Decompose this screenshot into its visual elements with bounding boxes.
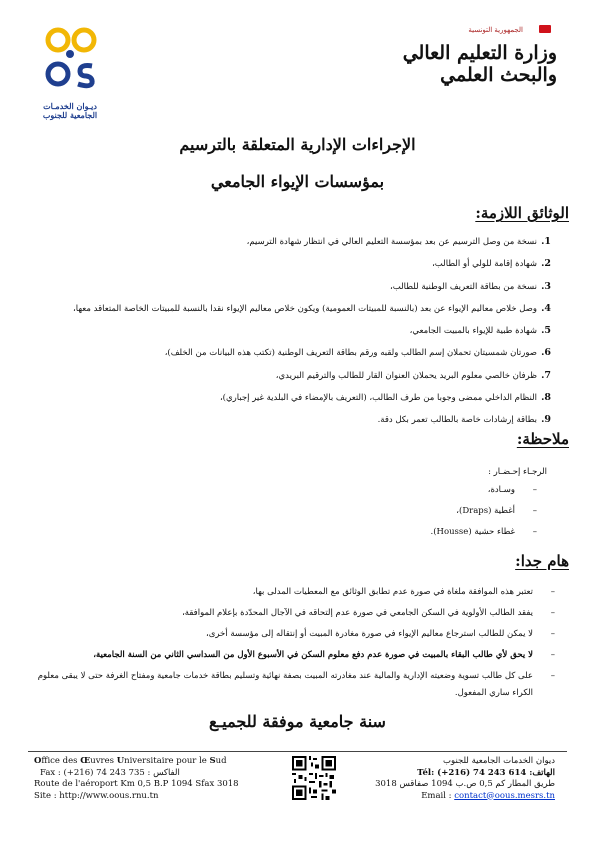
important-item-text: لا يمكن للطالب استرجاع معاليم الإيواء في صورة مغادرة المبيت أو إنتقاله إلى مؤسسة أخرى، [205, 629, 533, 639]
page-title: الإجراءات الإدارية المتعلقة بالترسيم [179, 135, 416, 154]
dash-bullet-icon: – [550, 671, 555, 681]
document-item [46, 414, 551, 436]
document-item-number: 5. [541, 325, 551, 337]
document-item-number: 1. [541, 236, 551, 247]
footer-org-part: ffice des [41, 756, 81, 766]
footer-org-part: ud [215, 756, 227, 766]
footer-address-ar: طريق المطار كم 0,5 ص.ب 1094 صفاقس 3018 [375, 779, 555, 789]
document-item-text: نسخة من بطاقة التعريف الوطنية للطالب، [390, 281, 537, 292]
note-item [237, 505, 537, 526]
document-item-text: بطاقة إرشادات خاصة بالطالب تعمر بكل دقة. [377, 415, 537, 426]
dash-bullet-icon: – [550, 629, 555, 639]
important-heading: هام جدا: [515, 552, 569, 570]
important-item-text: يفقد الطالب الأولوية في السكن الجامعي في صورة عدم إلتحاقه في الآجال المحدّدة بإعلام الموافقة، [182, 608, 533, 618]
document-item-number: 6. [541, 347, 551, 359]
footer-org-part: uvres [90, 756, 117, 766]
document-item-text: ظرفان خالصي معلوم البريد يحملان العنوان القار للطالب والترقيم البريدي، [275, 370, 537, 381]
document-item-number: 7. [541, 369, 551, 381]
closing-slogan: سنة جامعية موفقة للجميـع [209, 712, 386, 731]
dash-bullet-icon: – [550, 650, 555, 660]
documents-heading: الوثائق اللازمة: [475, 204, 569, 222]
important-item [35, 626, 555, 643]
document-item [46, 281, 551, 303]
logo-caption-2: الجامعية للجنوب [42, 110, 98, 120]
footer-site[interactable]: Site : http://www.oous.rnu.tn [34, 790, 159, 801]
note-item-text: أغطية (Draps)، [456, 506, 515, 516]
footer-left [34, 756, 239, 802]
important-item-text: تعتبر هذه الموافقة ملغاة في صورة عدم تطابق الوثائق مع المعطيات المدلى بها، [252, 587, 533, 597]
dash-bullet-icon: – [550, 608, 555, 618]
document-item [46, 392, 551, 414]
ministry-line2: والبحث العلمي [440, 64, 557, 86]
ministry-line1: وزارة التعليم العالي [402, 42, 557, 64]
document-item-text: نسخة من وصل الترسيم عن بعد بمؤسسة التعليم العالي في انتظار شهادة الترسيم، [246, 237, 537, 247]
note-list [237, 484, 537, 547]
dash-bullet-icon: – [532, 527, 537, 537]
footer-org-fr [34, 756, 239, 768]
logo-caption-1: ديـوان الخدمـات [43, 101, 97, 111]
document-item-text: النظام الداخلي ممضى وجوبا من طرف الطالب، (التعريف بالإمضاء في البلدية غير إجباري)، [219, 393, 537, 404]
tunisia-flag-icon [539, 25, 551, 33]
footer-tel: Tél: (+216) 74 243 614 :الهاتف [417, 767, 555, 778]
dash-bullet-icon: – [532, 506, 537, 516]
document-item-text: شهادة إقامة للولي أو الطالب، [432, 259, 537, 270]
documents-list [46, 236, 551, 437]
note-item-text: غطاء حشية (Housse). [430, 527, 515, 537]
footer-org-part: S [209, 756, 216, 766]
note-item [237, 526, 537, 547]
footer-fax: Fax : (+216) 74 243 735 : الفاكس [40, 767, 180, 778]
footer-org-part: Œ [80, 756, 91, 766]
document-item-number: 3. [541, 280, 551, 292]
document-item-text: صورتان شمسيتان تحملان إسم الطالب ولقبه ورقم بطاقة التعريف الوطنية (تكتب هذه البيانات من الخلف)، [164, 348, 537, 359]
ministry-name [403, 42, 557, 86]
oous-logo-mark [30, 18, 110, 98]
document-item-text: وصل خلاص معاليم الإيواء عن بعد (بالنسبة للمبيتات العمومية) ويكون خلاص معاليم الإيواء نقدا بالنسبة للمبيتات الخاصة المتعاقد معها، [73, 303, 537, 314]
footer-divider [28, 751, 567, 752]
document-item-number: 2. [541, 258, 551, 270]
footer-email-label: Email : [421, 790, 455, 801]
important-item [35, 584, 555, 601]
important-item-text: على كل طالب تسوية وضعيته الإدارية والمالية عند مغادرته المبيت بصفة نهائية وتسليم بطاقة خدمات جامعية ومفتاح الغرفة حتى لا يبقى معلوم الكراء ساري المفعول. [37, 671, 533, 698]
republic-label: الجمهورية التونسية [468, 26, 523, 34]
document-item-number: 8. [541, 392, 551, 404]
qr-code-icon [292, 756, 336, 800]
document-item [46, 347, 551, 369]
important-item-text: لا يحق لأي طالب البقاء بالمبيت في صورة عدم دفع معلوم السكن في الأسبوع الأول من السداسي الثاني من السنة الجامعية، [93, 650, 533, 660]
note-item-text: وسـادة، [487, 485, 515, 495]
document-item [46, 303, 551, 325]
document-item [46, 325, 551, 347]
document-item-number: 4. [541, 302, 551, 314]
document-item [46, 258, 551, 280]
note-intro: الرجـاء إحـضـار : [488, 467, 547, 477]
footer-org-ar: ديوان الخدمات الجامعية للجنوب [443, 756, 555, 766]
footer-org-part: niversitaire pour le [124, 756, 210, 766]
note-heading: ملاحظة: [516, 430, 569, 448]
document-item [46, 236, 551, 258]
important-item [35, 605, 555, 622]
important-list [35, 584, 555, 706]
note-item [237, 484, 537, 505]
footer-email-link[interactable]: contact@oous.mesrs.tn [454, 790, 555, 801]
footer-org-part: O [34, 756, 42, 766]
footer-address-fr: Route de l'aéroport Km 0,5 B.P 1094 Sfax 3018 [34, 779, 239, 789]
footer-org-part: U [116, 756, 125, 766]
footer-email-row [375, 791, 555, 803]
important-item [35, 647, 555, 664]
document-item-number: 9. [541, 414, 551, 426]
important-item [35, 668, 555, 702]
page-subtitle: بمؤسسات الإيواء الجامعي [210, 172, 385, 191]
document-item [46, 370, 551, 392]
dash-bullet-icon: – [532, 485, 537, 495]
oous-logo [30, 18, 110, 118]
footer-right [375, 756, 555, 802]
dash-bullet-icon: – [550, 587, 555, 597]
document-item-text: شهادة طبية للإيواء بالمبيت الجامعي، [409, 326, 537, 337]
